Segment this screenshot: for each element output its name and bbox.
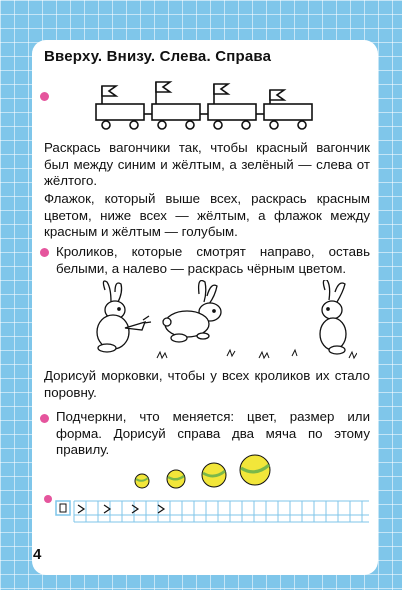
task2-text-2: Дорисуй морковки, чтобы у всех кроликов их стало поровну. <box>44 368 370 400</box>
task-bullet <box>40 92 49 101</box>
page-number: 4 <box>33 546 42 563</box>
task2-text-1: Кроликов, которые смотрят направо, оставь белыми, а налево — раскрась чёрным цветом. <box>56 244 370 276</box>
task1-text-1: Раскрась вагончики так, чтобы красный вагончик был между синим и жёлтым, а зелёный — слева от жёлтого. <box>44 140 370 188</box>
writing-practice-row <box>44 495 374 525</box>
rabbits-illustration <box>87 280 357 362</box>
task-bullet <box>40 248 49 257</box>
task1-text-2: Флажок, который выше всех, раскрась красным цветом, ниже всех — жёлтым, а флажок между красным и жёлтым — голубым. <box>44 191 370 239</box>
page-title: Вверху. Внизу. Слева. Справа <box>44 48 272 65</box>
workbook-page <box>32 40 378 575</box>
balls-sequence <box>128 447 278 491</box>
task3-text-1: Подчеркни, что меняется: цвет, размер или форма. Дорисуй справа два мяча по этому правилу. <box>56 409 370 457</box>
train-illustration <box>92 80 322 136</box>
task-bullet <box>40 414 49 423</box>
